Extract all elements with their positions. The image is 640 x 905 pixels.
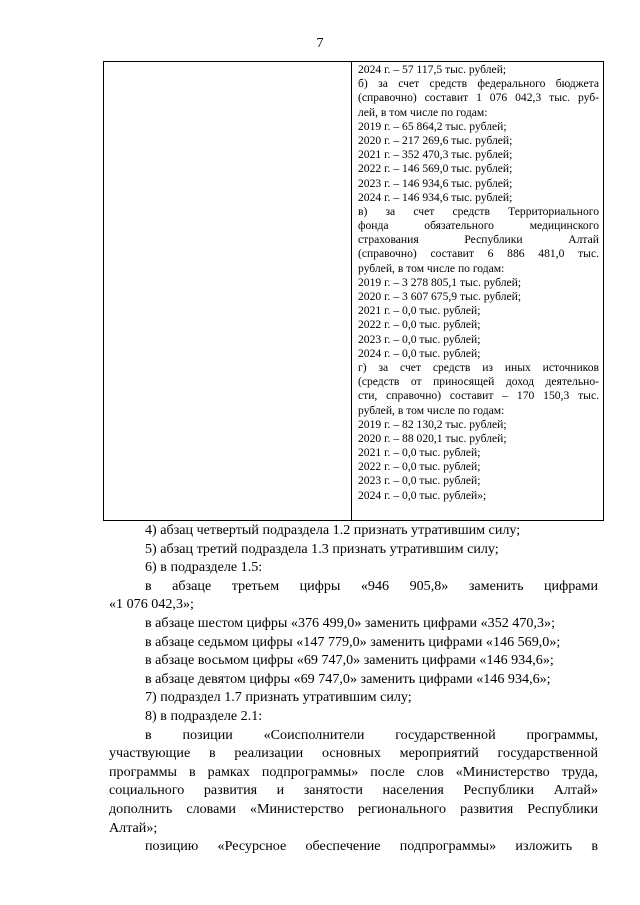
table-line: 2023 г. – 0,0 тыс. рублей;: [358, 474, 481, 488]
table-line: б) за счет средств федерального бюджета: [358, 77, 599, 91]
table-line: фонда обязательного медицинского: [358, 219, 599, 233]
table-line: 2023 г. – 146 934,6 тыс. рублей;: [358, 176, 513, 190]
paragraph-line: в абзаце седьмом цифры «147 779,0» заменить цифрами «146 569,0»;: [145, 633, 561, 650]
table-line: 2021 г. – 0,0 тыс. рублей;: [358, 446, 481, 460]
paragraph-line: в абзаце шестом цифры «376 499,0» заменить цифрами «352 470,3»;: [145, 614, 555, 631]
paragraph-line: в абзаце третьем цифры «946 905,8» заменить цифрами: [145, 577, 598, 594]
paragraph-line: в позиции «Соисполнители государственной программы,: [145, 726, 598, 743]
table-line: 2024 г. – 146 934,6 тыс. рублей;: [358, 190, 513, 204]
paragraph-line: Алтай»;: [109, 819, 158, 836]
paragraph-line: позицию «Ресурсное обеспечение подпрограммы» изложить в: [145, 838, 598, 855]
paragraph-line: программы в рамках подпрограммы» после слов «Министерство труда,: [109, 763, 598, 780]
table-line: 2019 г. – 3 278 805,1 тыс. рублей;: [358, 275, 522, 289]
table-line: 2022 г. – 146 569,0 тыс. рублей;: [358, 162, 513, 176]
paragraph-line: «1 076 042,3»;: [109, 596, 194, 613]
table-line: 2024 г. – 57 117,5 тыс. рублей;: [358, 63, 507, 76]
paragraph-line: 7) подраздел 1.7 признать утратившим силу;: [145, 689, 412, 706]
table-line: сти, справочно) составит – 170 150,3 тыс.: [358, 389, 599, 403]
table-line: 2020 г. – 217 269,6 тыс. рублей;: [358, 133, 513, 147]
table-line: 2021 г. – 352 470,3 тыс. рублей;: [358, 148, 513, 162]
table-line: 2024 г. – 0,0 тыс. рублей;: [358, 346, 481, 360]
table-right-cell: [358, 63, 599, 503]
table-line: 2023 г. – 0,0 тыс. рублей;: [358, 332, 481, 346]
table-line: в) за счет средств Территориального: [358, 204, 599, 218]
table-line: 2019 г. – 82 130,2 тыс. рублей;: [358, 417, 507, 431]
table-line: 2022 г. – 0,0 тыс. рублей;: [358, 318, 481, 332]
table-line: рублей, в том числе по годам:: [358, 261, 505, 275]
table-line: лей, в том числе по годам:: [358, 105, 488, 119]
table-left-cell: [104, 62, 352, 520]
table-line: 2020 г. – 3 607 675,9 тыс. рублей;: [358, 290, 522, 303]
paragraph-line: социального развития и занятости населения Республики Алтай»: [109, 782, 598, 799]
resource-table: [103, 61, 604, 521]
table-line: 2024 г. – 0,0 тыс. рублей»;: [358, 488, 487, 502]
paragraph-line: 5) абзац третий подраздела 1.3 признать утратившим силу;: [145, 540, 499, 557]
paragraph-line: дополнить словами «Министерство регионального развития Республики: [109, 800, 598, 817]
table-line: рублей, в том числе по годам:: [358, 403, 505, 417]
table-line: (справочно) составит 1 076 042,3 тыс. руб-: [358, 91, 599, 105]
table-line: г) за счет средств из иных источников: [358, 360, 599, 374]
amendments-text: [109, 521, 598, 856]
table-line: (средств от приносящей доход деятельно-: [358, 375, 599, 389]
paragraph-line: 6) в подразделе 1.5:: [145, 559, 263, 576]
paragraph-line: в абзаце восьмом цифры «69 747,0» заменить цифрами «146 934,6»;: [145, 652, 554, 669]
table-line: 2022 г. – 0,0 тыс. рублей;: [358, 460, 481, 474]
table-line: 2019 г. – 65 864,2 тыс. рублей;: [358, 119, 507, 133]
paragraph-line: участвующие в реализации основных мероприятий государственной: [109, 745, 598, 762]
table-line: (справочно) составит 6 886 481,0 тыс.: [358, 247, 599, 261]
table-line: 2020 г. – 88 020,1 тыс. рублей;: [358, 431, 507, 445]
paragraph-line: в абзаце девятом цифры «69 747,0» заменить цифрами «146 934,6»;: [145, 670, 551, 687]
table-line: 2021 г. – 0,0 тыс. рублей;: [358, 304, 481, 318]
paragraph-line: 8) в подразделе 2.1:: [145, 707, 263, 724]
page-number: 7: [316, 36, 324, 51]
table-line: страхования Республики Алтай: [358, 233, 599, 247]
paragraph-line: 4) абзац четвертый подраздела 1.2 признать утратившим силу;: [145, 522, 521, 538]
